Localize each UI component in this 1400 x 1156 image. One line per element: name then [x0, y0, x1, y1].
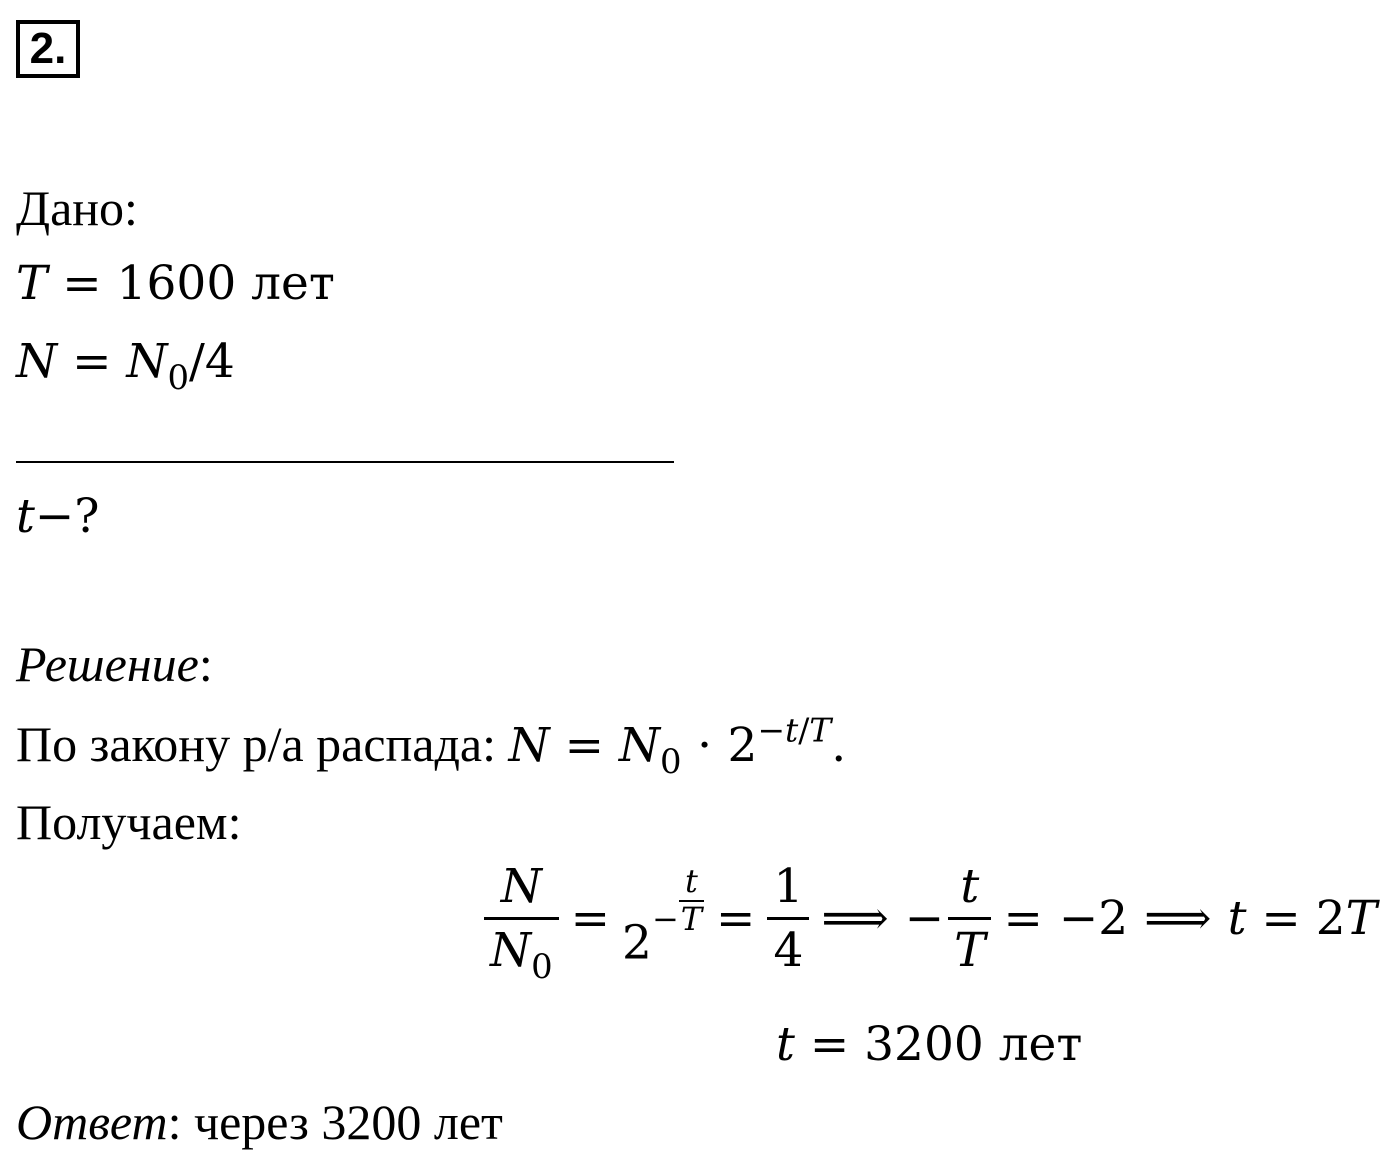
fraction-ratio-den-sub: 0	[531, 947, 553, 987]
power-base: 2	[622, 916, 652, 972]
power-exp-fraction	[679, 862, 704, 939]
get-text: Получаем:	[16, 794, 242, 850]
decay-law-text: По закону р/а распада:	[16, 716, 509, 772]
answer-colon: :	[167, 1094, 182, 1150]
given-ratio-right: /4	[189, 334, 235, 389]
solution-heading-colon: :	[198, 636, 213, 692]
given-ratio-left: 𝑁 = 𝑁	[16, 334, 168, 389]
result-formula: 𝑡 = 2𝑇	[1227, 891, 1377, 947]
result-line: 𝑡 = 3200 лет	[776, 1017, 1083, 1072]
decay-law-formula-exp: −𝑡/𝑇	[757, 710, 832, 750]
fraction-quarter-num: 1	[773, 859, 804, 914]
implies-2: ⟹	[1144, 891, 1212, 947]
decay-law-formula-mid: ⋅ 2	[681, 718, 758, 773]
decay-law-formula	[508, 710, 847, 781]
find-line: 𝑡−?	[16, 489, 100, 544]
decay-law-line	[16, 710, 847, 781]
fraction-quarter-den: 4	[773, 923, 804, 979]
equals-1: =	[570, 891, 611, 947]
fraction-t-over-T-bar	[948, 917, 991, 920]
decay-law-formula-sub: 0	[660, 741, 682, 781]
fraction-quarter	[767, 859, 809, 979]
fraction-t-over-T	[948, 859, 991, 979]
answer-label: Ответ	[16, 1094, 168, 1150]
problem-number: 2.	[16, 20, 80, 78]
minus-sign: −	[904, 891, 945, 947]
fraction-t-over-T-den: 𝑇	[954, 923, 986, 979]
given-ratio-line	[16, 332, 235, 397]
given-period-line: 𝑇 = 1600 лет	[16, 256, 335, 311]
fraction-ratio	[484, 859, 559, 987]
power-exp-den: 𝑇	[680, 900, 703, 939]
power-exp-sign: −	[651, 900, 679, 939]
decay-law-formula-left: 𝑁 = 𝑁	[508, 718, 661, 773]
fraction-ratio-den-letter: 𝑁	[490, 923, 532, 979]
given-heading: Дано:	[16, 180, 138, 236]
power-of-two	[622, 862, 704, 972]
equals-3: =	[1003, 891, 1043, 947]
answer-line	[16, 1092, 503, 1152]
fraction-t-over-T-num: 𝑡	[960, 859, 980, 914]
given-ratio-sub: 0	[167, 357, 190, 397]
fraction-quarter-bar	[767, 917, 809, 920]
equals-2: =	[716, 891, 756, 947]
fraction-ratio-bar	[484, 917, 559, 920]
solution-heading	[16, 634, 213, 694]
answer-text: через 3200 лет	[181, 1094, 503, 1150]
implies-1: ⟹	[821, 891, 889, 947]
fraction-ratio-num: 𝑁	[500, 859, 542, 914]
value-minus-two: −2	[1058, 891, 1129, 947]
given-divider	[16, 461, 674, 463]
derivation-equation	[480, 859, 1385, 987]
fraction-ratio-den	[484, 923, 559, 987]
power-exp-num: 𝑡	[684, 862, 698, 901]
solution-heading-label: Решение	[16, 636, 199, 692]
decay-law-formula-end: .	[831, 718, 847, 773]
